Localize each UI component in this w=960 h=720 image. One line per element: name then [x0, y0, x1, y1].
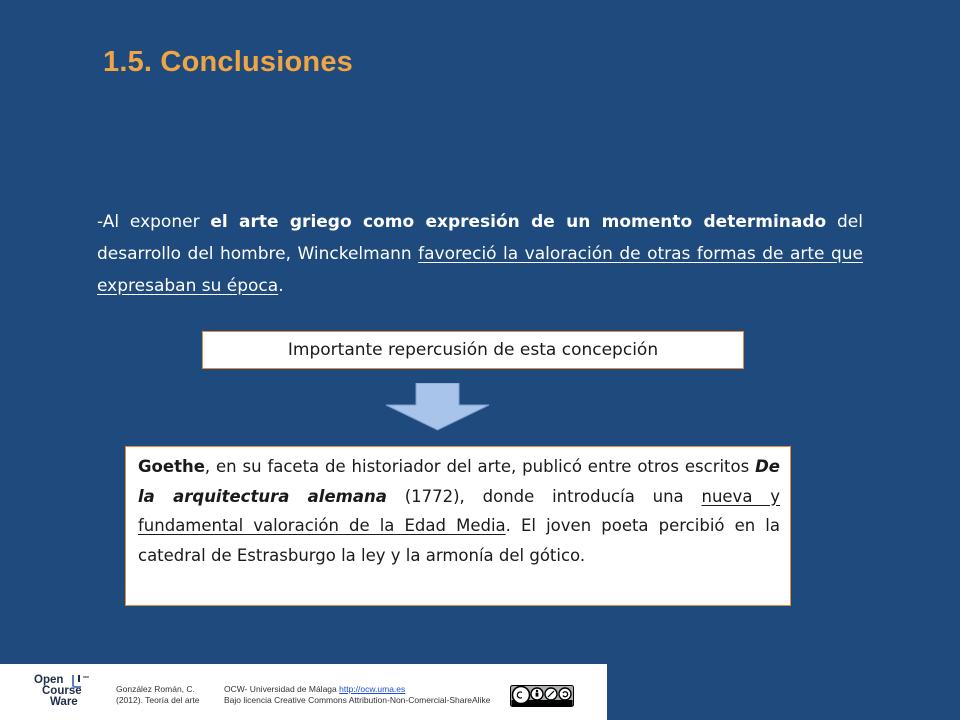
license-text: Bajo licencia Creative Commons Attribution-Non-Comercial-ShareAlike — [224, 694, 491, 705]
ocw-link[interactable]: http://ocw.uma.es — [339, 684, 406, 694]
ocw-info: OCW- Universidad de Málaga http://ocw.uma.es Bajo licencia Creative Commons Attribution-Non-Comercial-ShareAlike — [224, 684, 491, 705]
down-arrow-icon — [385, 383, 490, 431]
goethe-box: Goethe, en su faceta de historiador del arte, publicó entre otros escritos De la arquitectura alemana (1772), donde introducía una nueva y fundamental valoración de la Edad Media. El joven poeta percibió en la catedral de Estrasburgo la ley y la armonía del gótico. — [125, 446, 791, 606]
author-citation: González Román, C. (2012). Teoría del arte — [116, 684, 200, 705]
cc-by-nc-sa-icon — [510, 685, 574, 707]
repercussion-label: Importante repercusión de esta concepción — [287, 340, 659, 360]
ocw-logo: Open Course Ware — [34, 674, 82, 708]
ocw-mark-icon — [70, 673, 92, 689]
intro-paragraph: -Al exponer el arte griego como expresión de un momento determinado del desarrollo del hombre, Winckelmann favoreció la valoración de otras formas de arte que expresaban su época. — [97, 212, 863, 296]
footer-bar — [0, 664, 607, 720]
slide-title: 1.5. Conclusiones — [103, 46, 353, 78]
repercussion-box — [202, 331, 744, 369]
